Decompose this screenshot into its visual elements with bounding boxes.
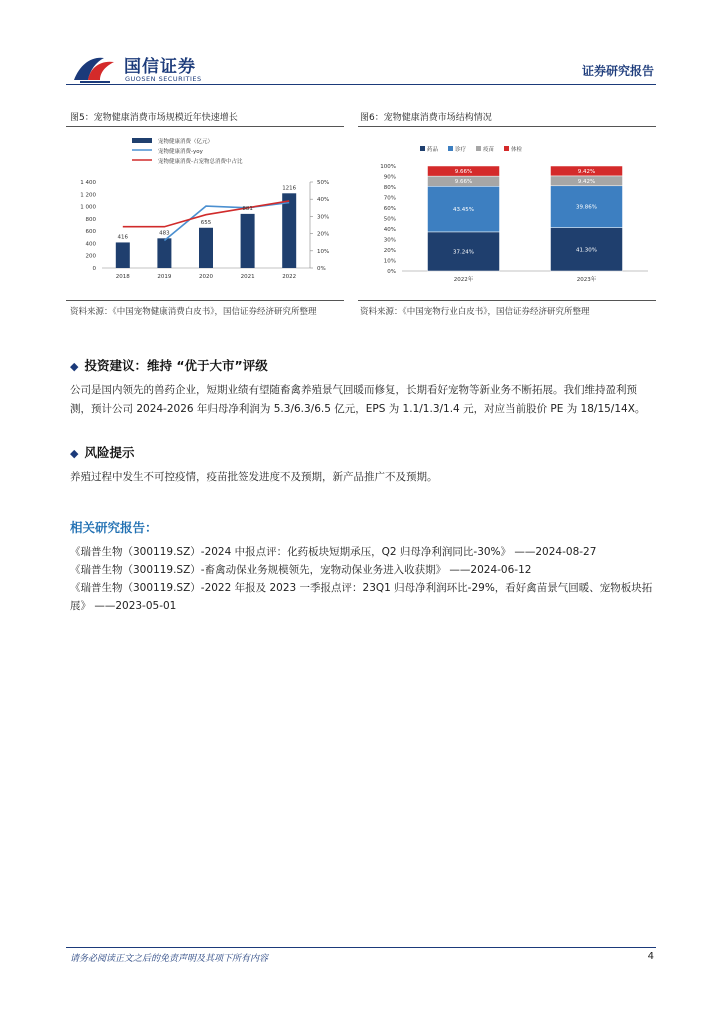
investment-heading-text: 投资建议：维持 “优于大市”评级 bbox=[84, 358, 268, 373]
y2-tick-label: 20% bbox=[317, 231, 330, 238]
risk-paragraph: 养殖过程中发生不可控疫情，疫苗批签发进度不及预期，新产品推广不及预期。 bbox=[70, 471, 438, 483]
legend-swatch bbox=[132, 138, 152, 143]
figure6-chart bbox=[358, 130, 656, 298]
bar bbox=[199, 228, 213, 268]
bar bbox=[157, 238, 171, 268]
logo-text-cn: 国信证券 bbox=[124, 57, 196, 77]
segment-label: 41.30% bbox=[576, 247, 597, 254]
y-tick-label: 20% bbox=[383, 248, 396, 254]
related-report-item: 《瑞普生物（300119.SZ）-2022 年报及 2023 一季报点评：23Q1 归母净利润环比-29%，看好禽苗景气回暖、宠物板块拓展》 ——2023-05-01 bbox=[70, 582, 653, 612]
y-tick-label: 400 bbox=[85, 241, 96, 248]
y-tick-label: 70% bbox=[383, 195, 396, 202]
y-tick-label: 0% bbox=[387, 269, 396, 275]
header-rule bbox=[66, 84, 656, 85]
legend-label: 体检 bbox=[511, 147, 523, 153]
data-label: 416 bbox=[117, 234, 129, 241]
bar bbox=[116, 242, 130, 268]
guosen-logo-icon bbox=[70, 50, 118, 86]
y-tick-label: 1 200 bbox=[80, 192, 96, 199]
x-tick-label: 2022 bbox=[282, 274, 297, 280]
y-tick-label: 90% bbox=[383, 174, 396, 181]
investment-heading bbox=[70, 356, 268, 374]
legend-label: 宠物健康消费（亿元） bbox=[158, 139, 214, 145]
legend-swatch bbox=[476, 146, 481, 151]
x-tick-label: 2023年 bbox=[576, 277, 597, 283]
legend-label: 疫苗 bbox=[483, 147, 495, 153]
data-label: 881 bbox=[242, 205, 253, 212]
segment-label: 43.45% bbox=[453, 207, 474, 214]
y-tick-label: 100% bbox=[380, 164, 396, 170]
related-report-item: 《瑞普生物（300119.SZ）-2024 中报点评：化药板块短期承压，Q2 归母净利润同比-30%》 ——2024-08-27 bbox=[70, 546, 597, 558]
y-tick-label: 1 000 bbox=[80, 204, 96, 211]
data-label: 1216 bbox=[282, 185, 297, 192]
legend-label: 宠物健康消费-占宠物总消费中占比 bbox=[158, 159, 243, 165]
logo-text-en: GUOSEN SECURITIES bbox=[125, 75, 202, 83]
diamond-bullet-icon: ◆ bbox=[70, 447, 79, 460]
footer-disclaimer: 请务必阅读正文之后的免责声明及其项下所有内容 bbox=[70, 954, 269, 964]
y-tick-label: 600 bbox=[85, 229, 96, 236]
y-tick-label: 1 400 bbox=[80, 180, 96, 186]
report-type: 证券研究报告 bbox=[581, 64, 654, 78]
figure6-top-rule bbox=[358, 126, 656, 127]
y-tick-label: 80% bbox=[383, 185, 396, 191]
figure6-bottom-rule bbox=[358, 300, 656, 301]
legend-swatch bbox=[504, 146, 509, 151]
y2-tick-label: 30% bbox=[317, 214, 330, 221]
y-tick-label: 200 bbox=[85, 253, 96, 260]
page-number: 4 bbox=[647, 951, 654, 962]
segment-label: 9.42% bbox=[577, 178, 596, 185]
segment-label: 9.66% bbox=[454, 179, 473, 186]
legend-swatch bbox=[448, 146, 453, 151]
y2-tick-label: 40% bbox=[317, 197, 330, 204]
y-tick-label: 40% bbox=[383, 227, 396, 233]
figure5-chart bbox=[66, 130, 344, 298]
figure5-source: 资料来源：《中国宠物健康消费白皮书》，国信证券经济研究所整理 bbox=[70, 307, 317, 317]
y-tick-label: 0 bbox=[92, 266, 96, 272]
x-tick-label: 2020 bbox=[199, 274, 213, 280]
bar bbox=[282, 193, 296, 268]
risk-heading-text: 风险提示 bbox=[84, 445, 135, 460]
y-tick-label: 10% bbox=[383, 258, 396, 265]
figure5-top-rule bbox=[66, 126, 344, 127]
segment-label: 39.86% bbox=[576, 204, 597, 211]
data-label: 655 bbox=[200, 219, 212, 226]
risk-heading bbox=[70, 443, 134, 461]
segment-label: 37.24% bbox=[453, 249, 474, 256]
y-tick-label: 30% bbox=[383, 237, 396, 244]
x-tick-label: 2019 bbox=[157, 274, 172, 280]
legend-label: 药品 bbox=[427, 147, 439, 153]
legend-label: 宠物健康消费-yoy bbox=[158, 149, 203, 155]
footer-rule bbox=[66, 947, 656, 948]
data-label: 483 bbox=[159, 230, 170, 237]
y2-tick-label: 0% bbox=[317, 266, 326, 272]
segment-label: 9.42% bbox=[577, 168, 596, 175]
figure5-title: 图5：宠物健康消费市场规模近年快速增长 bbox=[70, 113, 238, 123]
related-reports-title: 相关研究报告： bbox=[70, 520, 158, 535]
legend-label: 诊疗 bbox=[455, 147, 467, 153]
y-tick-label: 800 bbox=[85, 216, 96, 223]
y2-tick-label: 10% bbox=[317, 248, 330, 255]
y-tick-label: 50% bbox=[383, 216, 396, 223]
figure6-source: 资料来源：《中国宠物行业白皮书》，国信证券经济研究所整理 bbox=[360, 307, 590, 317]
legend-swatch bbox=[420, 146, 425, 151]
x-tick-label: 2022年 bbox=[453, 277, 474, 283]
investment-paragraph: 公司是国内领先的兽药企业，短期业绩有望随畜禽养殖景气回暖而修复，长期看好宠物等新业务不断拓展。我们维持盈利预测，预计公司 2024-2026 年归母净利润为 5.3/6.3/6.5 亿元，EPS 为 1.1/1.3/1.4 元，对应当前股价 PE 为 18/15/14X。 bbox=[70, 384, 646, 415]
segment-label: 9.66% bbox=[454, 169, 473, 176]
x-tick-label: 2021 bbox=[240, 274, 255, 280]
diamond-bullet-icon: ◆ bbox=[70, 360, 79, 373]
figure5-bottom-rule bbox=[66, 300, 344, 301]
y2-tick-label: 50% bbox=[317, 180, 330, 186]
x-tick-label: 2018 bbox=[115, 274, 130, 280]
bar bbox=[241, 214, 255, 268]
related-report-item: 《瑞普生物（300119.SZ）-畜禽动保业务规模领先，宠物动保业务进入收获期》 ——2024-06-12 bbox=[70, 564, 532, 576]
y-tick-label: 60% bbox=[383, 206, 396, 212]
figure6-title: 图6：宠物健康消费市场结构情况 bbox=[360, 113, 492, 123]
